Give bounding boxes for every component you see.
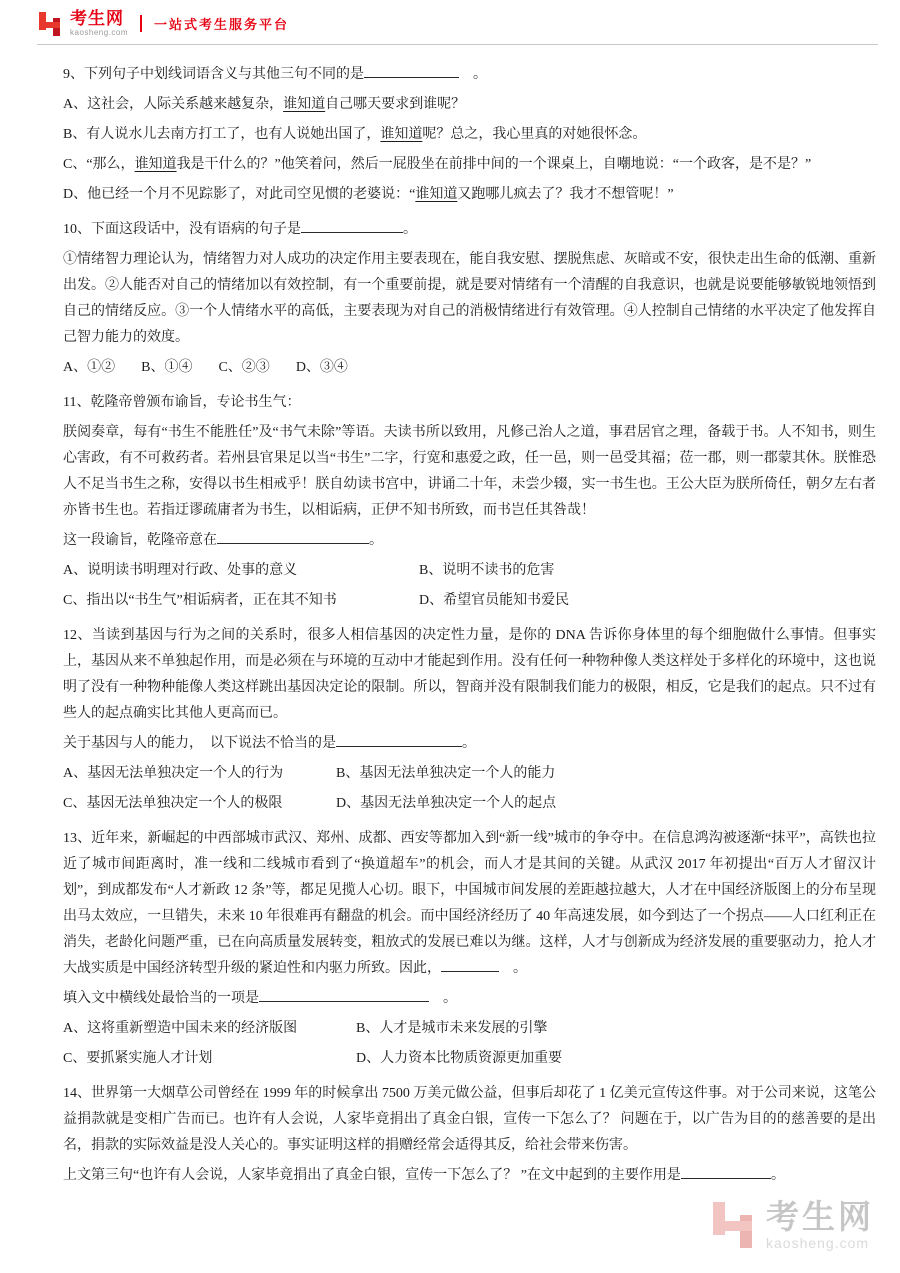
q10-stem: [63, 217, 876, 243]
q14-stem: [63, 1163, 876, 1189]
q10-passage: ①情绪智力理论认为，情绪智力对人成功的决定作用主要表现在，能自我安慰、摆脱焦虑、灰暗或不安，很快走出生命的低潮、重新出发。②人能否对自己的情绪加以有效控制，有一个重要前提，就是要对情绪有一个清醒的自我意识，也就是说要能够敏锐地领悟到自己的情绪反应。③一个人情绪水平的高低，主要表现为对自己的消极情绪进行有效管理。④人控制自己情绪的水平决定了他发挥自己智力能力的效度。: [63, 252, 876, 345]
watermark-words: [766, 1199, 874, 1251]
answer-blank: [301, 219, 403, 233]
q12-option-c: C、基因无法单独决定一个人的极限: [63, 796, 283, 811]
underlined-term: 谁知道: [380, 127, 423, 142]
text-segment: 自己哪天要求到谁呢？: [325, 97, 466, 112]
q13-options-row-2: [63, 1046, 876, 1072]
q13-option-a: A、这将重新塑造中国未来的经济版图: [63, 1021, 298, 1036]
q14-passage: 14、世界第一大烟草公司曾经在 1999 年的时候拿出 7500 万美元做公益，但事后却花了 1 亿美元宣传这件事。对于公司来说，这笔公益捐款就是变相广告而已。也许有人会说，人家毕竟捐出了真金白银，宣传一下怎么了？ 问题在于，以广告为目的的慈善要的是出名，捐款的实际效益是没人关心的。事实证明这样的捐赠经常会适得其反，给社会带来伤害。: [63, 1086, 876, 1153]
text-segment: 。: [459, 67, 487, 82]
question-content: [0, 45, 900, 1189]
text-segment: A、这社会，人际关系越来越复杂，: [63, 97, 284, 112]
underlined-term: 谁知道: [283, 97, 326, 112]
watermark-domain: kaosheng.com: [766, 1235, 870, 1251]
text-segment: 。: [462, 736, 476, 751]
q12-option-a: A、基因无法单独决定一个人的行为: [63, 766, 284, 781]
q13-options-row-1: [63, 1016, 876, 1042]
text-segment: 10、下面这段话中，没有语病的句子是: [63, 222, 301, 237]
text-segment: C、“那么，: [63, 157, 135, 172]
text-segment: 这一段谕旨，乾隆帝意在: [63, 533, 217, 548]
text-segment: D、他已经一个月不见踪影了，对此司空见惯的老婆说：“: [63, 187, 416, 202]
q9-option-a: [63, 92, 876, 118]
answer-blank: [217, 530, 369, 544]
q10-option-c: C、②③: [218, 360, 270, 375]
q10-option-b: B、①④: [141, 360, 193, 375]
q13-stem: [63, 986, 876, 1012]
text-segment: 13、近年来，新崛起的中西部城市武汉、郑州、成都、西安等都加入到“新一线”城市的争夺中。在信息鸿沟被逐渐“抹平”，高铁也拉近了城市间距离时，准一线和二线城市看到了“换道超车”的机会，而人才是其间的关键。从武汉 2017 年初提出“百万人才留汉计划”，到成都发布“人才新政 12 条”等，都足见揽人心切。眼下，中国城市间发展的差距越拉越大，人才在中国经济版图上的分布呈现出马太效应，一旦错失，未来 10 年很难再有翻盘的机会。而中国经济经历了 40 年高速发展，如今到达了一个拐点——人口红利正在消失，老龄化问题严重，已在向高质量发展转变，粗放式的发展已难以为继。这样，人才与创新成为经济发展的重要驱动力，抢人才大战实质是中国经济转型升级的紧迫性和内驱力所致。因此，: [63, 831, 876, 976]
q13-option-b: B、人才是城市未来发展的引擎: [356, 1021, 548, 1036]
text-segment: 。: [369, 533, 383, 548]
kaosheng-logo[interactable]: [37, 10, 128, 37]
underlined-term: 谁知道: [134, 157, 177, 172]
tagline-divider: [140, 15, 142, 32]
q10-option-a: A、①②: [63, 360, 116, 375]
kaosheng-watermark-icon: [710, 1201, 756, 1249]
answer-blank: [441, 958, 499, 972]
brand-domain: kaosheng.com: [70, 27, 129, 37]
answer-blank: [336, 733, 462, 747]
q11-intro: 11、乾隆帝曾颁布谕旨，专论书生气：: [63, 395, 301, 410]
logo-bar-middle: [39, 22, 60, 28]
q13-option-c: C、要抓紧实施人才计划: [63, 1051, 213, 1066]
q12-option-b: B、基因无法单独决定一个人的能力: [336, 766, 556, 781]
q11-options-row-2: [63, 588, 876, 614]
underlined-term: 谁知道: [415, 187, 458, 202]
q11-option-c: C、指出以“书生气”相诟病者，正在其不知书: [63, 593, 337, 608]
q11-option-b: B、说明不读书的危害: [419, 563, 555, 578]
answer-blank: [364, 64, 459, 78]
watermark-brand: 考生网: [766, 1198, 874, 1236]
brand-name: 考生网: [70, 9, 124, 29]
answer-blank: [259, 988, 429, 1002]
text-segment: 。: [403, 222, 417, 237]
text-segment: 又跑哪儿疯去了？我才不想管呢！”: [457, 187, 674, 202]
answer-blank: [681, 1165, 771, 1179]
q10-options-row: [63, 355, 876, 381]
q9-stem: [63, 62, 876, 88]
q11-stem: [63, 528, 876, 554]
watermark: [710, 1199, 874, 1251]
logo-words: [70, 10, 128, 37]
q9-option-b: [63, 122, 876, 148]
text-segment: 填入文中横线处最恰当的一项是: [63, 991, 259, 1006]
text-segment: B、有人说水儿去南方打工了，也有人说她出国了，: [63, 127, 381, 142]
q11-option-a: A、说明读书明理对行政、处事的意义: [63, 563, 298, 578]
q11-passage: 朕阅奏章，每有“书生不能胜任”及“书气未除”等语。夫读书所以致用，凡修己治人之道，事君居官之理，备载于书。人不知书，则生心害政，有不可救药者。若州县官果足以当“书生”二字，行宽和惠爱之政，任一邑，则一邑受其福；莅一郡，则一郡蒙其休。朕惟恐人不足当书生之称，安得以书生相戒乎！朕自幼读书宫中，讲诵二十年，未尝少辍，实一书生也。王公大臣为朕所倚任，朝夕左右者亦皆书生也。若指迂谬疏庸者为书生，以相诟病，正伊不知书所致，而书岂任其咎哉！: [63, 425, 876, 518]
q11-option-d: D、希望官员能知书爱民: [419, 593, 570, 608]
site-tagline: 一站式考生服务平台: [154, 17, 290, 32]
q12-stem: [63, 731, 876, 757]
q10-option-d: D、③④: [295, 360, 348, 375]
text-segment: 9、下列句子中划线词语含义与其他三句不同的是: [63, 67, 364, 82]
text-segment: 。: [499, 961, 527, 976]
watermark-bar-right: [740, 1215, 752, 1248]
q12-options-row-1: [63, 761, 876, 787]
q12-passage: 12、当读到基因与行为之间的关系时，很多人相信基因的决定性力量，是你的 DNA 告诉你身体里的每个细胞做什么事情。但事实上，基因从来不单独起作用，而是必须在与环境的互动中才能起到作用。没有任何一种物种像人类这样处于多样化的环境中，这也说明了没有一种物种能像人类这样跳出基因决定论的限制。所以，智商并没有限制我们能力的极限，相反，它是我们的起点。只不过有些人的起点确实比其他人更高而已。: [63, 628, 876, 721]
q11-options-row-1: [63, 558, 876, 584]
site-header: [0, 0, 900, 44]
text-segment: 我是干什么的？”他笑着问，然后一屁股坐在前排中间的一个课桌上，自嘲地说：“一个政客，是不是？”: [176, 157, 812, 172]
text-segment: 上文第三句“也许有人会说，人家毕竟捐出了真金白银，宣传一下怎么了？ ”在文中起到的主要作用是: [63, 1168, 681, 1183]
q12-options-row-2: [63, 791, 876, 817]
text-segment: 关于基因与人的能力， 以下说法不恰当的是: [63, 736, 336, 751]
q12-option-d: D、基因无法单独决定一个人的起点: [336, 796, 557, 811]
text-segment: 。: [429, 991, 457, 1006]
text-segment: 。: [770, 1168, 785, 1183]
q13-passage: [63, 826, 876, 982]
q9-option-d: [63, 182, 876, 208]
q9-option-c: [63, 152, 876, 178]
q13-option-d: D、人力资本比物质资源更加重要: [356, 1051, 563, 1066]
watermark-bar-middle: [713, 1221, 752, 1231]
kaosheng-logo-icon: [37, 11, 63, 37]
text-segment: 呢？总之，我心里真的对她很怀念。: [422, 127, 647, 142]
